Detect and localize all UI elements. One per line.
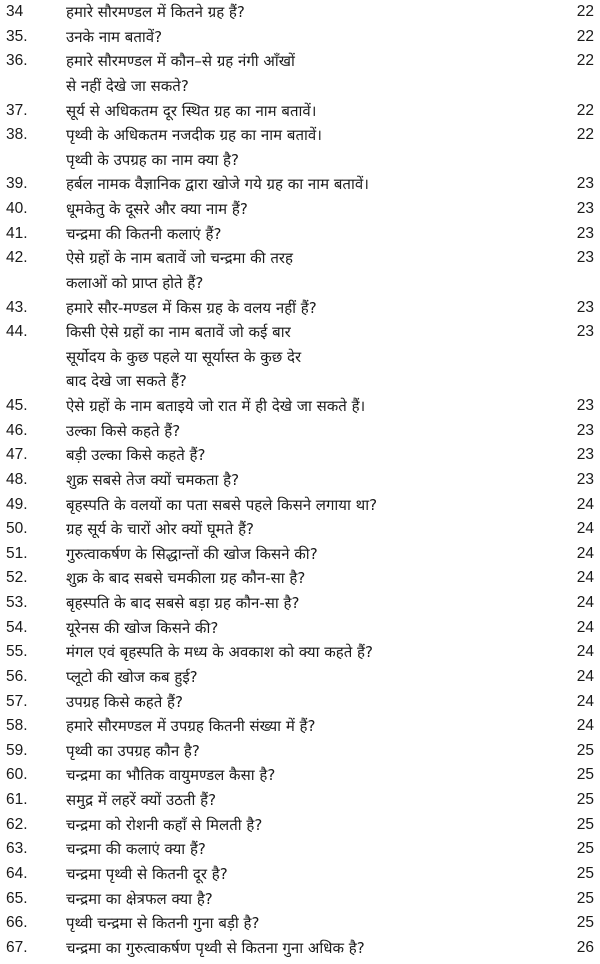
question-text: गुरुत्वाकर्षण के सिद्धान्तों की खोज किसने की? <box>66 544 318 563</box>
entry-line <box>0 566 600 591</box>
question-text: ग्रह सूर्य के चारों ओर क्यों घूमते हैं? <box>66 520 254 539</box>
question-number: 62. <box>6 815 28 833</box>
entry-line <box>0 493 600 518</box>
index-entry <box>0 887 600 912</box>
page-number: 25 <box>576 840 594 858</box>
index-entry <box>0 542 600 567</box>
question-text: चन्द्रमा का गुरुत्वाकर्षण पृथ्वी से कितना गुना अधिक है? <box>66 938 365 957</box>
question-number: 53. <box>6 594 28 611</box>
page-number: 23 <box>576 470 594 488</box>
index-entry <box>0 197 600 222</box>
entry-line <box>0 517 600 542</box>
question-text: हमारे सौरमण्डल में उपग्रह कितनी संख्या में हैं? <box>66 717 316 736</box>
page-number: 25 <box>576 741 594 759</box>
index-entry <box>0 665 600 690</box>
index-entry <box>0 837 600 862</box>
entry-line <box>0 394 600 419</box>
entry-line <box>0 640 600 665</box>
question-number: 66. <box>6 914 28 932</box>
question-number: 47. <box>6 446 28 464</box>
entry-line <box>0 714 600 739</box>
page-number: 23 <box>576 397 594 414</box>
question-number: 54. <box>6 618 28 636</box>
question-number: 37. <box>6 101 28 119</box>
page-number: 23 <box>576 298 594 316</box>
question-text: चन्द्रमा का भौतिक वायुमण्डल कैसा है? <box>66 766 276 785</box>
index-entry <box>0 690 600 715</box>
entry-line <box>0 271 600 296</box>
question-text: किसी ऐसे ग्रहों का नाम बतावें जो कई बार <box>66 323 291 342</box>
question-number: 65. <box>6 889 28 907</box>
page-number: 23 <box>576 249 594 267</box>
question-number: 61. <box>6 791 28 808</box>
index-entry <box>0 591 600 616</box>
page-number: 23 <box>576 446 594 464</box>
index-entry <box>0 443 600 468</box>
question-number: 56. <box>6 667 28 685</box>
question-text: शुक्र के बाद सबसे चमकीला ग्रह कौन-सा है? <box>66 569 306 588</box>
question-number: 51. <box>6 544 28 562</box>
question-number: 43. <box>6 298 28 316</box>
index-entry <box>0 862 600 887</box>
index-entry <box>0 49 600 98</box>
index-entry <box>0 517 600 542</box>
index-entry <box>0 616 600 641</box>
question-text: बृहस्पति के वलयों का पता सबसे पहले किसने लगाया था? <box>66 495 378 514</box>
question-text: उनके नाम बतावें? <box>66 27 163 46</box>
entry-line <box>0 25 600 50</box>
index-entry <box>0 394 600 419</box>
page-number: 25 <box>576 914 594 932</box>
page-number: 24 <box>576 667 594 685</box>
index-entry <box>0 296 600 321</box>
question-text: पृथ्वी के अधिकतम नजदीक ग्रह का नाम बतावें। <box>66 126 322 145</box>
entry-line <box>0 788 600 813</box>
entry-line <box>0 837 600 862</box>
index-entry <box>0 739 600 764</box>
index-entry <box>0 0 600 25</box>
question-text: चन्द्रमा की कितनी कलाएं हैं? <box>66 224 222 243</box>
entry-line <box>0 443 600 468</box>
page-number: 24 <box>576 643 594 661</box>
entry-line <box>0 542 600 567</box>
index-entry <box>0 222 600 247</box>
page-number: 26 <box>576 938 594 956</box>
index-entry <box>0 763 600 788</box>
question-text: ऐसे ग्रहों के नाम बतावें जो चन्द्रमा की तरह <box>66 249 293 268</box>
question-number: 42. <box>6 249 28 267</box>
question-text: चन्द्रमा की कलाएं क्या हैं? <box>66 840 206 859</box>
page-number: 24 <box>576 544 594 562</box>
entry-line <box>0 74 600 99</box>
question-text: शुक्र सबसे तेज क्यों चमकता है? <box>66 470 240 489</box>
entry-line <box>0 665 600 690</box>
index-entry <box>0 714 600 739</box>
page-number: 24 <box>576 692 594 710</box>
page-number: 24 <box>576 569 594 587</box>
question-text: चन्द्रमा पृथ्वी से कितनी दूर है? <box>66 864 228 883</box>
question-number: 52. <box>6 569 28 587</box>
entry-line <box>0 148 600 173</box>
question-text: बाद देखे जा सकते हैं? <box>66 372 187 391</box>
question-number: 39. <box>6 175 28 193</box>
question-text: समुद्र में लहरें क्यों उठती हैं? <box>66 791 217 809</box>
page-number: 24 <box>576 594 594 611</box>
page-number: 22 <box>576 52 594 70</box>
question-number: 57. <box>6 692 28 710</box>
question-number: 41. <box>6 224 28 242</box>
entry-line <box>0 99 600 124</box>
page-number: 24 <box>576 520 594 538</box>
index-entry <box>0 172 600 197</box>
question-text: हमारे सौरमण्डल में कितने ग्रह हैं? <box>66 3 245 21</box>
entry-line <box>0 763 600 788</box>
index-entry <box>0 911 600 936</box>
index-entry <box>0 813 600 838</box>
entry-line <box>0 172 600 197</box>
question-text: यूरेनस की खोज किसने की? <box>66 618 219 637</box>
index-entry <box>0 246 600 295</box>
index-entry <box>0 936 600 961</box>
question-number: 63. <box>6 840 28 858</box>
index-entry <box>0 320 600 394</box>
page-number: 25 <box>576 766 594 784</box>
page-number: 25 <box>576 889 594 907</box>
index-entry <box>0 566 600 591</box>
index-entry <box>0 99 600 124</box>
page-number: 24 <box>576 495 594 513</box>
index-entry <box>0 123 600 172</box>
question-text: कलाओं को प्राप्त होते हैं? <box>66 273 204 292</box>
entry-line <box>0 468 600 493</box>
entry-line <box>0 320 600 345</box>
question-text: पृथ्वी चन्द्रमा से कितनी गुना बड़ी है? <box>66 914 260 933</box>
question-text: हमारे सौर-मण्डल में किस ग्रह के वलय नहीं हैं? <box>66 298 317 317</box>
question-number: 45. <box>6 397 28 414</box>
question-number: 58. <box>6 717 28 735</box>
question-number: 38. <box>6 126 28 144</box>
question-text: चन्द्रमा को रोशनी कहाँ से मिलती है? <box>66 815 263 834</box>
entry-line <box>0 887 600 912</box>
question-text: से नहीं देखे जा सकते? <box>66 76 189 95</box>
question-text: हर्बल नामक वैज्ञानिक द्वारा खोजे गये ग्रह का नाम बतावें। <box>66 175 369 194</box>
page-number: 25 <box>576 864 594 882</box>
index-entry <box>0 419 600 444</box>
question-text: उपग्रह किसे कहते हैं? <box>66 692 183 711</box>
page-number: 22 <box>576 126 594 144</box>
question-number: 44. <box>6 323 28 341</box>
entry-line <box>0 246 600 271</box>
index-entry <box>0 25 600 50</box>
index-entry <box>0 493 600 518</box>
entry-line <box>0 369 600 394</box>
question-text: पृथ्वी का उपग्रह कौन है? <box>66 741 200 760</box>
entry-line <box>0 911 600 936</box>
page-number: 24 <box>576 717 594 735</box>
question-text: धूमकेतु के दूसरे और क्या नाम हैं? <box>66 200 248 218</box>
entry-line <box>0 690 600 715</box>
entry-line <box>0 419 600 444</box>
question-number: 67. <box>6 938 28 956</box>
question-text: उल्का किसे कहते हैं? <box>66 421 181 440</box>
page-number: 23 <box>576 323 594 341</box>
entry-line <box>0 123 600 148</box>
question-number: 48. <box>6 470 28 488</box>
question-text: बड़ी उल्का किसे कहते हैं? <box>66 446 206 465</box>
question-text: चन्द्रमा का क्षेत्रफल क्या है? <box>66 889 213 908</box>
question-text: सूर्य से अधिकतम दूर स्थित ग्रह का नाम बतावें। <box>66 101 317 120</box>
page-number: 22 <box>576 101 594 119</box>
page-number: 25 <box>576 791 594 808</box>
question-number: 34 <box>6 3 24 20</box>
question-number: 50. <box>6 520 28 538</box>
page-number: 22 <box>576 3 594 20</box>
page-number: 23 <box>576 421 594 439</box>
entry-line <box>0 813 600 838</box>
entry-line <box>0 591 600 616</box>
entry-line <box>0 0 600 25</box>
entry-line <box>0 222 600 247</box>
page-number: 23 <box>576 175 594 193</box>
entry-line <box>0 616 600 641</box>
page-number: 23 <box>576 224 594 242</box>
entry-line <box>0 739 600 764</box>
question-text: हमारे सौरमण्डल में कौन–से ग्रह नंगी आँखों <box>66 52 295 71</box>
index-entry <box>0 788 600 813</box>
entry-line <box>0 862 600 887</box>
question-number: 55. <box>6 643 28 661</box>
index-entry <box>0 640 600 665</box>
question-text: मंगल एवं बृहस्पति के मध्य के अवकाश को क्या कहते हैं? <box>66 643 373 662</box>
question-number: 49. <box>6 495 28 513</box>
entry-line <box>0 197 600 222</box>
question-number: 46. <box>6 421 28 439</box>
question-number: 59. <box>6 741 28 759</box>
question-number: 60. <box>6 766 28 784</box>
entry-line <box>0 345 600 370</box>
question-number: 40. <box>6 200 28 217</box>
page-number: 24 <box>576 618 594 636</box>
question-number: 64. <box>6 864 28 882</box>
question-text: सूर्योदय के कुछ पहले या सूर्यास्त के कुछ देर <box>66 347 302 366</box>
entry-line <box>0 936 600 961</box>
question-text: पृथ्वी के उपग्रह का नाम क्या है? <box>66 150 239 169</box>
page-number: 23 <box>576 200 594 217</box>
entry-line <box>0 49 600 74</box>
page-number: 25 <box>576 815 594 833</box>
page-number: 22 <box>576 27 594 45</box>
question-text: ऐसे ग्रहों के नाम बताइये जो रात में ही देखे जा सकते हैं। <box>66 397 366 415</box>
index-entry <box>0 468 600 493</box>
question-text: प्लूटो की खोज कब हुई? <box>66 667 198 686</box>
question-number: 36. <box>6 52 28 70</box>
question-text: बृहस्पति के बाद सबसे बड़ा ग्रह कौन-सा है? <box>66 594 300 612</box>
entry-line <box>0 296 600 321</box>
question-number: 35. <box>6 27 28 45</box>
